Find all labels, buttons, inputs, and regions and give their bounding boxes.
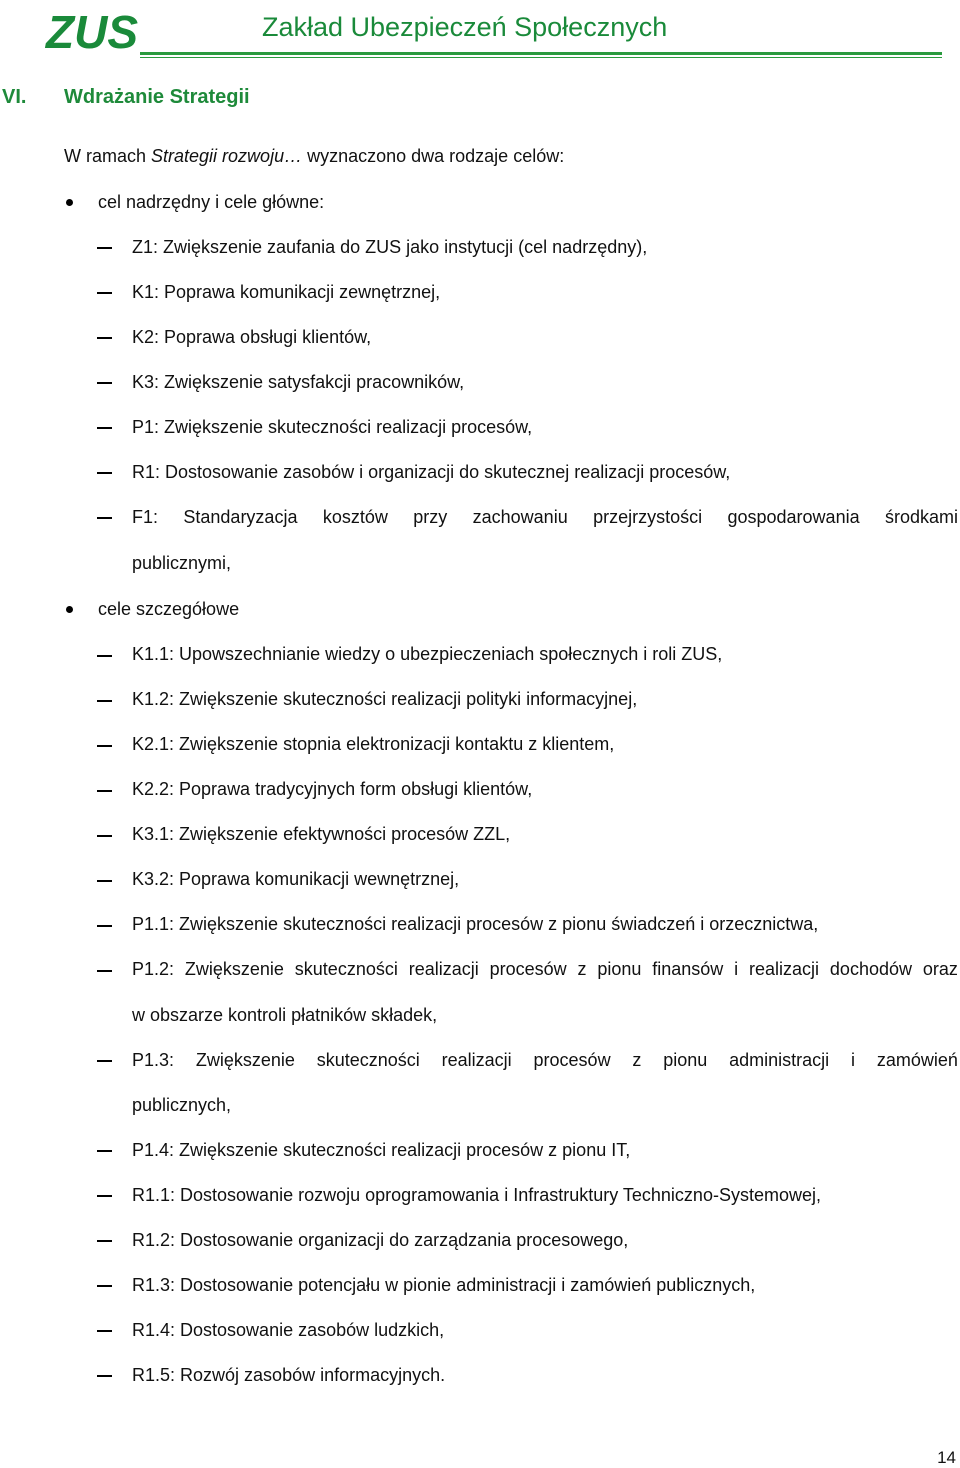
list-item: R1.4: Dostosowanie zasobów ludzkich, xyxy=(132,1320,445,1340)
list-item: R1: Dostosowanie zasobów i organizacji do skutecznej realizacji procesów, xyxy=(132,462,731,482)
dash-icon xyxy=(97,517,112,519)
list-item: K1.1: Upowszechnianie wiedzy o ubezpieczeniach społecznych i roli ZUS, xyxy=(132,644,723,664)
dash-icon xyxy=(97,472,112,474)
word: Standaryzacja xyxy=(183,507,298,527)
list-item: R1.2: Dostosowanie organizacji do zarządzania procesowego, xyxy=(132,1230,629,1250)
intro-after: wyznaczono dwa rodzaje celów: xyxy=(302,146,565,166)
word: gospodarowania xyxy=(727,507,860,527)
word: i xyxy=(851,1050,856,1070)
dash-icon xyxy=(97,1330,112,1332)
list-item: K1: Poprawa komunikacji zewnętrznej, xyxy=(132,282,441,302)
word: dochodów xyxy=(829,959,912,979)
dash-icon xyxy=(97,1195,112,1197)
list-item: K2.2: Poprawa tradycyjnych form obsługi klientów, xyxy=(132,779,533,799)
word: procesów xyxy=(489,959,567,979)
dash-icon xyxy=(97,1285,112,1287)
dash-icon xyxy=(97,655,112,657)
list-item: K1.2: Zwiększenie skuteczności realizacji polityki informacyjnej, xyxy=(132,689,638,709)
list-item-justified xyxy=(132,1050,958,1071)
list-item-continuation: publicznymi, xyxy=(132,553,232,573)
word: realizacji xyxy=(749,959,820,979)
word: przejrzystości xyxy=(593,507,703,527)
list-item-justified xyxy=(132,507,958,528)
list-item: K3.1: Zwiększenie efektywności procesów ZZL, xyxy=(132,824,511,844)
intro-italic: Strategii rozwoju… xyxy=(151,146,303,166)
word: Zwiększenie xyxy=(195,1050,295,1070)
group-label: cele szczegółowe xyxy=(98,599,240,619)
list-item: P1: Zwiększenie skuteczności realizacji procesów, xyxy=(132,417,533,437)
word: z xyxy=(632,1050,642,1070)
list-item-continuation: publicznych, xyxy=(132,1095,232,1115)
list-item: R1.3: Dostosowanie potencjału w pionie administracji i zamówień publicznych, xyxy=(132,1275,756,1295)
logo-text: ZUS xyxy=(46,6,138,54)
word: Zwiększenie xyxy=(184,959,284,979)
dash-icon xyxy=(97,790,112,792)
bullet-icon xyxy=(66,199,73,206)
list-item: K2.1: Zwiększenie stopnia elektronizacji kontaktu z klientem, xyxy=(132,734,615,754)
dash-icon xyxy=(97,1150,112,1152)
header-rule xyxy=(140,52,942,55)
dash-icon xyxy=(97,292,112,294)
intro-before: W ramach xyxy=(64,146,152,166)
dash-icon xyxy=(97,880,112,882)
word: skuteczności xyxy=(316,1050,420,1070)
dash-icon xyxy=(97,1060,112,1062)
list-item-continuation: w obszarze kontroli płatników składek, xyxy=(132,1005,438,1025)
dash-icon xyxy=(97,337,112,339)
list-item: P1.1: Zwiększenie skuteczności realizacji procesów z pionu świadczeń i orzecznictwa, xyxy=(132,914,819,934)
list-item-justified xyxy=(132,959,958,980)
dash-icon xyxy=(97,970,112,972)
word: F1: xyxy=(132,507,159,527)
dash-icon xyxy=(97,1240,112,1242)
list-item: R1.5: Rozwój zasobów informacyjnych. xyxy=(132,1365,446,1385)
word: P1.2: xyxy=(132,959,175,979)
word: P1.3: xyxy=(132,1050,175,1070)
word: procesów xyxy=(533,1050,611,1070)
word: kosztów xyxy=(322,507,388,527)
word: realizacji xyxy=(441,1050,512,1070)
list-item: R1.1: Dostosowanie rozwoju oprogramowania i Infrastruktury Techniczno-Systemowej, xyxy=(132,1185,821,1205)
zus-logo xyxy=(44,4,140,54)
dash-icon xyxy=(97,745,112,747)
dash-icon xyxy=(97,247,112,249)
word: realizacji xyxy=(408,959,479,979)
dash-icon xyxy=(97,700,112,702)
word: finansów xyxy=(652,959,724,979)
intro-paragraph xyxy=(64,146,564,167)
section-title: Wdrażanie Strategii xyxy=(64,86,250,108)
list-item: Z1: Zwiększenie zaufania do ZUS jako instytucji (cel nadrzędny), xyxy=(132,237,648,257)
header-rule-thin xyxy=(140,57,942,58)
list-item: K3: Zwiększenie satysfakcji pracowników, xyxy=(132,372,465,392)
page-number: 14 xyxy=(937,1448,956,1467)
word: administracji xyxy=(729,1050,830,1070)
word: pionu xyxy=(597,959,642,979)
word: z xyxy=(577,959,587,979)
group-label: cel nadrzędny i cele główne: xyxy=(98,192,325,212)
dash-icon xyxy=(97,835,112,837)
word: skuteczności xyxy=(294,959,398,979)
word: oraz xyxy=(922,959,958,979)
word: przy xyxy=(413,507,448,527)
organization-name: Zakład Ubezpieczeń Społecznych xyxy=(262,12,668,42)
list-item: K2: Poprawa obsługi klientów, xyxy=(132,327,372,347)
word: zachowaniu xyxy=(472,507,568,527)
word: i xyxy=(734,959,739,979)
dash-icon xyxy=(97,427,112,429)
dash-icon xyxy=(97,1375,112,1377)
dash-icon xyxy=(97,925,112,927)
bullet-icon xyxy=(66,606,73,613)
word: pionu xyxy=(663,1050,708,1070)
word: zamówień xyxy=(876,1050,958,1070)
dash-icon xyxy=(97,382,112,384)
list-item: P1.4: Zwiększenie skuteczności realizacji procesów z pionu IT, xyxy=(132,1140,631,1160)
section-number: VI. xyxy=(2,86,27,108)
list-item: K3.2: Poprawa komunikacji wewnętrznej, xyxy=(132,869,460,889)
word: środkami xyxy=(884,507,958,527)
page-header xyxy=(0,0,960,60)
